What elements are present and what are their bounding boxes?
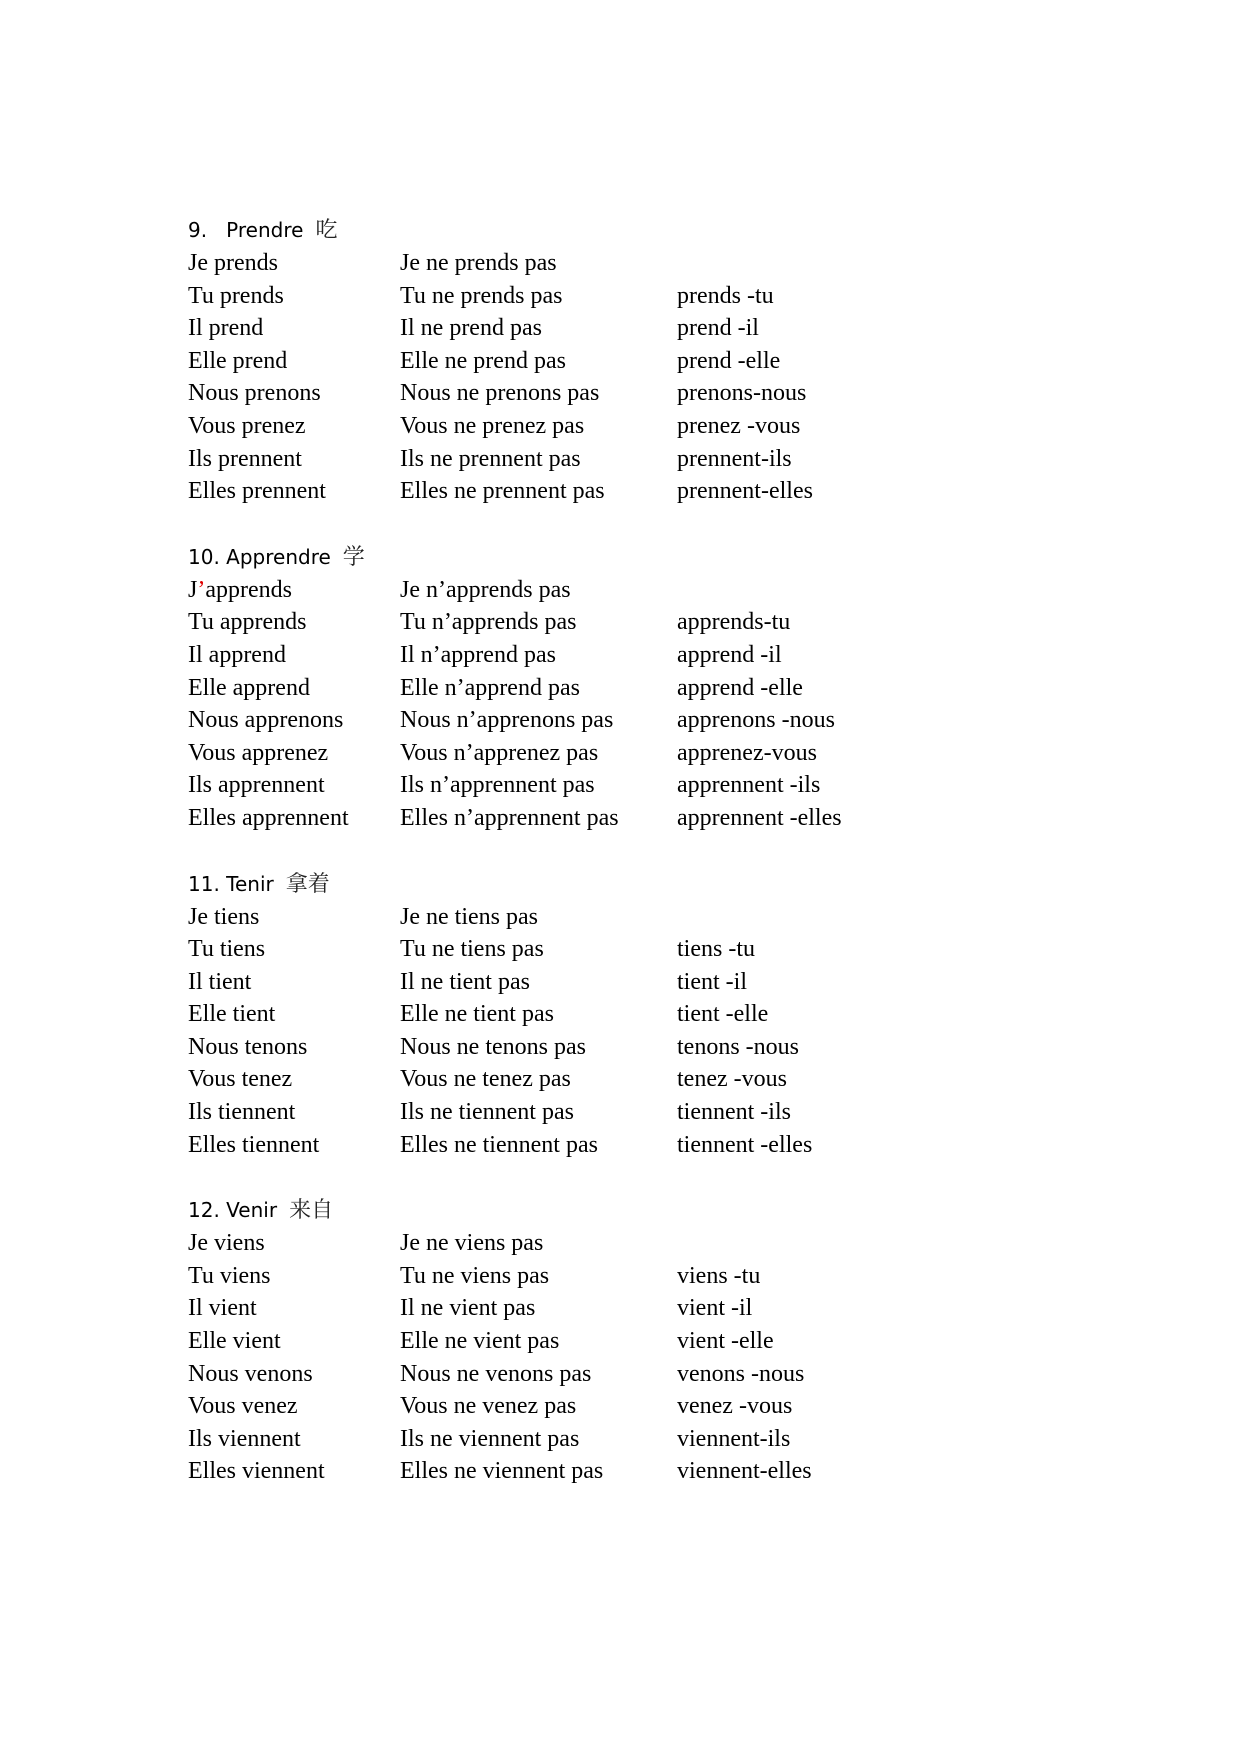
interrogative-form: vient -elle [677,1328,774,1355]
negative-form: Ils ne prennent pas [400,445,581,472]
conjugation-row [188,1096,1088,1129]
negative-form: Elle ne vient pas [400,1328,560,1355]
affirmative-form: Nous apprenons [188,707,344,734]
affirmative-form: Tu apprends [188,609,307,636]
verb-translation: 拿着 [285,871,330,897]
negative-form: Nous ne tenons pas [400,1033,586,1060]
affirmative-form: Elle tient [188,1001,276,1028]
conjugation-row [188,998,1088,1031]
negative-form: Ils ne tiennent pas [400,1099,574,1126]
interrogative-form: prennent-ils [677,445,792,472]
affirmative-form: Tu tiens [188,936,266,963]
negative-form: Tu n’apprends pas [400,609,577,636]
section-spacer [188,1161,1088,1194]
section-title [188,541,1088,574]
negative-form: Je n’apprends pas [400,576,571,603]
negative-form: Je ne prends pas [400,250,557,276]
conjugation-row [188,704,1088,737]
conjugation-row [188,377,1088,410]
affirmative-form: Je prends [188,250,278,276]
negative-form: Je ne viens pas [400,1230,544,1257]
interrogative-form: vient -il [677,1295,753,1322]
interrogative-form: viennent-ils [677,1425,791,1452]
section-title [188,1194,1088,1227]
affirmative-form: Ils prennent [188,445,302,472]
negative-form: Elles ne tiennent pas [400,1131,598,1158]
negative-form: Tu ne tiens pas [400,936,544,963]
affirmative-form: Elles prennent [188,478,326,505]
conjugation-row [188,1325,1088,1358]
interrogative-form: prennent-elles [677,478,813,505]
verb-translation: 来自 [289,1198,334,1224]
conjugation-row [188,1129,1088,1162]
negative-form: Nous ne venons pas [400,1360,592,1387]
verb-section-tenir [188,868,1088,1162]
negative-form: Nous ne prenons pas [400,380,600,407]
affirmative-form: Tu prends [188,282,284,309]
negative-form: Elles n’apprennent pas [400,804,619,831]
affirmative-form [188,574,292,607]
interrogative-form: viennent-elles [677,1458,812,1485]
section-number: 11. [188,871,220,896]
interrogative-form: viens -tu [677,1262,761,1289]
conjugation-row [188,966,1088,999]
interrogative-form: prends -tu [677,282,774,309]
conjugation-row [188,1455,1088,1488]
conjugation-row [188,312,1088,345]
interrogative-form: tiennent -ils [677,1099,791,1126]
interrogative-form: venons -nous [677,1360,805,1387]
negative-form: Elle ne prend pas [400,347,566,374]
interrogative-form: prenons-nous [677,380,807,407]
affirmative-form: Il vient [188,1295,257,1322]
conjugation-row [188,1260,1088,1293]
negative-form: Il ne vient pas [400,1295,536,1322]
conjugation-row [188,247,1088,280]
negative-form: Il ne tient pas [400,968,530,995]
negative-form: Il n’apprend pas [400,641,556,668]
affirmative-form: Il prend [188,315,264,342]
interrogative-form: tiennent -elles [677,1131,813,1158]
affirmative-form: Elles viennent [188,1458,325,1485]
affirmative-form: Elles apprennent [188,804,349,831]
verb-name: Venir [226,1198,278,1223]
negative-form: Elles ne prennent pas [400,478,605,505]
negative-form: Vous ne prenez pas [400,412,585,439]
interrogative-form: apprend -il [677,641,782,668]
interrogative-form: tenons -nous [677,1033,799,1060]
affirmative-form: Tu viens [188,1262,271,1289]
interrogative-form: venez -vous [677,1393,793,1420]
conjugation-row [188,345,1088,378]
affirmative-form: Ils viennent [188,1425,301,1452]
affirmative-form: Il apprend [188,641,286,668]
affirmative-form: Vous prenez [188,412,306,439]
affirmative-form: Vous venez [188,1393,298,1420]
verb-stem: apprends [205,576,292,603]
conjugation-row [188,1292,1088,1325]
affirmative-form: Elle vient [188,1328,281,1355]
section-number: 10. [188,544,220,569]
verb-name: Tenir [226,871,274,896]
interrogative-form: apprennent -elles [677,804,842,831]
negative-form: Vous n’apprenez pas [400,739,599,766]
affirmative-form: Ils apprennent [188,772,325,799]
verb-name: Apprendre [226,544,331,569]
interrogative-form: prend -elle [677,347,781,374]
conjugation-row [188,639,1088,672]
conjugation-row [188,606,1088,639]
conjugation-row [188,933,1088,966]
conjugation-row [188,802,1088,835]
conjugation-row [188,672,1088,705]
section-spacer [188,508,1088,541]
negative-form: Nous n’apprenons pas [400,707,614,734]
affirmative-form: Elle apprend [188,674,310,701]
negative-form: Tu ne prends pas [400,282,563,309]
affirmative-form: Ils tiennent [188,1099,296,1126]
conjugation-row [188,1390,1088,1423]
affirmative-form: Vous tenez [188,1066,293,1093]
affirmative-form: Il tient [188,968,252,995]
verb-section-prendre [188,214,1088,508]
verb-section-apprendre [188,541,1088,835]
interrogative-form: apprenez-vous [677,739,817,766]
interrogative-form: tient -il [677,968,747,995]
conjugation-row [188,1358,1088,1391]
apostrophe-highlight: ’ [197,576,206,603]
negative-form: Ils n’apprennent pas [400,772,595,799]
interrogative-form: apprenons -nous [677,707,835,734]
interrogative-form: tient -elle [677,1001,769,1028]
affirmative-form: Nous tenons [188,1033,308,1060]
conjugation-row [188,901,1088,934]
verb-name: Prendre [226,218,304,242]
conjugation-row [188,1063,1088,1096]
affirmative-form: Je tiens [188,903,260,930]
conjugation-row [188,1031,1088,1064]
verb-translation: 吃 [315,218,338,243]
conjugation-row [188,443,1088,476]
verb-translation: 学 [342,544,365,570]
document-page [188,214,1088,1488]
interrogative-form: apprend -elle [677,674,803,701]
interrogative-form: prenez -vous [677,412,801,439]
negative-form: Il ne prend pas [400,315,542,342]
conjugation-row [188,1423,1088,1456]
negative-form: Elle n’apprend pas [400,674,580,701]
conjugation-row [188,410,1088,443]
verb-section-venir [188,1194,1088,1488]
affirmative-form: Elles tiennent [188,1131,320,1158]
negative-form: Vous ne tenez pas [400,1066,571,1093]
conjugation-row [188,1227,1088,1260]
negative-form: Ils ne viennent pas [400,1425,580,1452]
negative-form: Elles ne viennent pas [400,1458,604,1485]
interrogative-form: tenez -vous [677,1066,787,1093]
conjugation-row [188,574,1088,607]
affirmative-form: Nous prenons [188,380,321,407]
section-number: 9. [188,218,208,242]
conjugation-row [188,280,1088,313]
negative-form: Tu ne viens pas [400,1262,550,1289]
conjugation-row [188,769,1088,802]
conjugation-row [188,737,1088,770]
interrogative-form: apprends-tu [677,609,791,636]
negative-form: Vous ne venez pas [400,1393,577,1420]
conjugation-row [188,475,1088,508]
negative-form: Elle ne tient pas [400,1001,554,1028]
pronoun-prefix: J [188,576,198,603]
interrogative-form: tiens -tu [677,936,755,963]
affirmative-form: Nous venons [188,1360,313,1387]
section-title [188,214,1088,247]
interrogative-form: prend -il [677,315,759,342]
affirmative-form: Elle prend [188,347,288,374]
affirmative-form: Je viens [188,1230,265,1257]
section-number: 12. [188,1198,220,1223]
interrogative-form: apprennent -ils [677,772,821,799]
section-spacer [188,835,1088,868]
affirmative-form: Vous apprenez [188,739,329,766]
section-title [188,868,1088,901]
negative-form: Je ne tiens pas [400,903,538,930]
